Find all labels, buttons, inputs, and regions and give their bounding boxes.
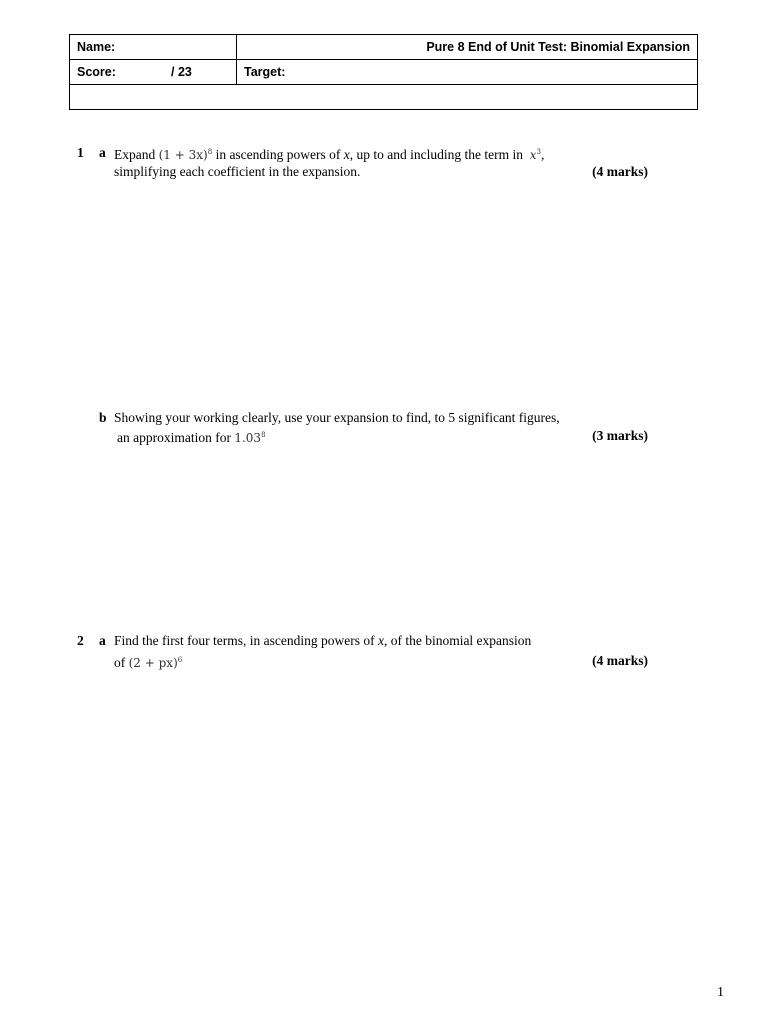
score-total: / 23: [171, 65, 192, 79]
question-number: 2: [77, 633, 84, 648]
question-1b-line2: an approximation for 1.03$^8$: [117, 430, 266, 445]
math-expression: $x^3$: [529, 148, 542, 162]
question-1a-line2: simplifying each coefficient in the expansion.: [114, 164, 361, 179]
question-2a-line1: Find the first four terms, in ascending powers of x, of the binomial expansion: [114, 633, 532, 648]
page-number: 1: [717, 985, 724, 1000]
marks-label: (3 marks): [592, 428, 648, 443]
score-label: Score:: [77, 65, 116, 79]
target-cell: [237, 60, 698, 85]
marks-label: (4 marks): [592, 164, 648, 179]
question-1a-line1: Expand $(1 + 3x)^8$ in ascending powers of x, up to and including the term in $x^3$,: [114, 147, 545, 162]
question-1a: [0, 143, 768, 183]
part-label: b: [99, 410, 107, 425]
blank-row: [70, 85, 698, 110]
title-cell: [237, 35, 698, 60]
question-number: 1: [77, 145, 84, 160]
question-1b-line1: Showing your working clearly, use your expansion to find, to 5 significant figures,: [114, 410, 560, 425]
score-cell: [70, 60, 237, 85]
math-expression: (2 + px)$^6$: [128, 656, 183, 670]
marks-label: (4 marks): [592, 653, 648, 668]
header-table: [69, 34, 698, 110]
question-2a-line2: of (2 + px)$^6$: [114, 655, 183, 670]
part-label: a: [99, 633, 106, 648]
math-expression: 1.03$^8$: [234, 431, 266, 445]
target-label: Target:: [244, 65, 286, 79]
math-expression: $(1 + 3x)^8$: [158, 148, 213, 162]
question-1b: [0, 408, 768, 448]
test-title: Pure 8 End of Unit Test: Binomial Expansion: [426, 40, 690, 54]
name-label: Name:: [77, 40, 116, 54]
part-label: a: [99, 145, 106, 160]
name-cell: [70, 35, 237, 60]
question-2a: [0, 631, 768, 671]
